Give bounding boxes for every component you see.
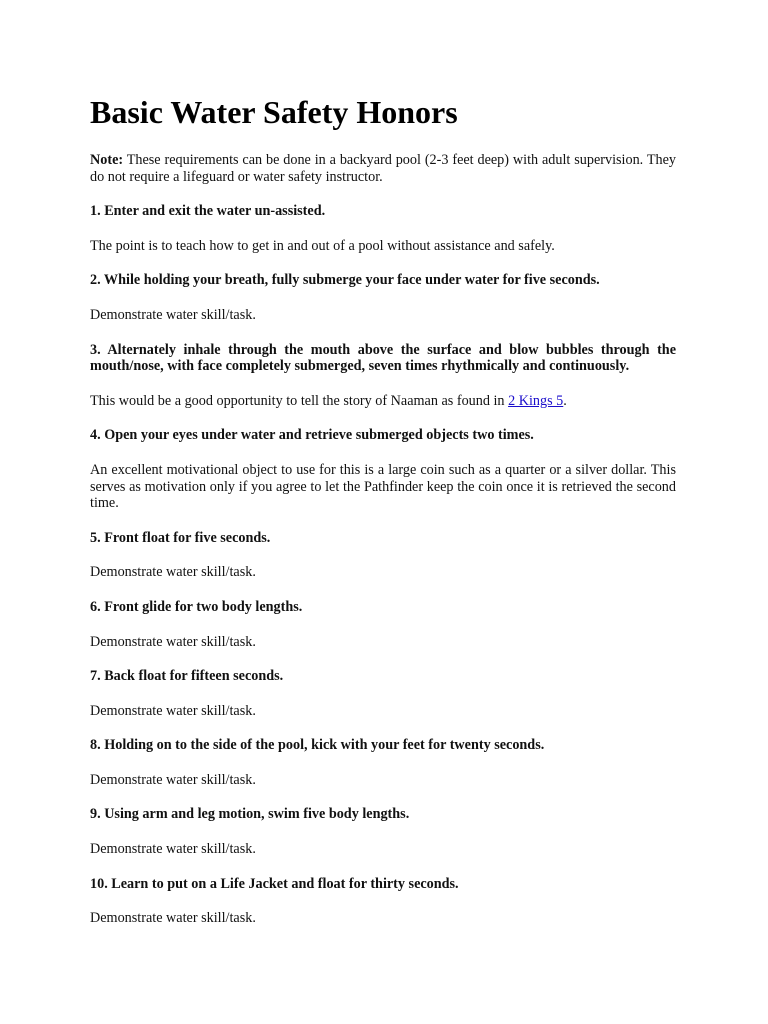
requirement-description-2: Demonstrate water skill/task. [90, 306, 256, 323]
requirement-heading-10: 10. Learn to put on a Life Jacket and float for thirty seconds. [90, 875, 459, 892]
requirement-description-4: An excellent motivational object to use for this is a large coin such as a quarter or a silver dollar. This serves as motivation only if you agree to let the Pathfinder keep the coin once it is retrieved the second time. [90, 461, 676, 512]
page-title: Basic Water Safety Honors [90, 94, 458, 130]
requirement-heading-1: 1. Enter and exit the water un-assisted. [90, 203, 326, 220]
description-text-end: . [563, 392, 567, 409]
requirement-description-7: Demonstrate water skill/task. [90, 702, 256, 719]
requirement-description-9: Demonstrate water skill/task. [90, 841, 256, 858]
requirement-description-10: Demonstrate water skill/task. [90, 910, 256, 927]
description-text: This would be a good opportunity to tell the story of Naaman as found in [90, 392, 509, 409]
bible-reference-link[interactable]: 2 Kings 5 [508, 392, 564, 409]
requirement-heading-8: 8. Holding on to the side of the pool, kick with your feet for twenty seconds. [90, 737, 545, 754]
note-text: These requirements can be done in a backyard pool (2-3 feet deep) with adult supervision. They do not require a lifeguard or water safety instructor. [90, 152, 676, 185]
requirement-heading-7: 7. Back float for fifteen seconds. [90, 668, 284, 685]
requirement-description-1: The point is to teach how to get in and out of a pool without assistance and safely. [90, 237, 555, 254]
requirement-description-5: Demonstrate water skill/task. [90, 564, 256, 581]
requirement-description-8: Demonstrate water skill/task. [90, 771, 256, 788]
requirement-heading-3: 3. Alternately inhale through the mouth above the surface and blow bubbles through the mouth/nose, with face completely submerged, seven times rhythmically and continuously. [90, 341, 676, 375]
requirement-description-3 [90, 393, 676, 410]
requirement-description-6: Demonstrate water skill/task. [90, 633, 256, 650]
requirement-heading-5: 5. Front float for five seconds. [90, 529, 271, 546]
requirement-heading-6: 6. Front glide for two body lengths. [90, 598, 303, 615]
note-paragraph [90, 152, 676, 185]
requirement-heading-2: 2. While holding your breath, fully submerge your face under water for five seconds. [90, 272, 600, 289]
document-page [90, 93, 676, 945]
requirement-heading-4: 4. Open your eyes under water and retrieve submerged objects two times. [90, 427, 534, 444]
note-label: Note: [90, 152, 124, 168]
requirement-heading-9: 9. Using arm and leg motion, swim five body lengths. [90, 806, 410, 823]
